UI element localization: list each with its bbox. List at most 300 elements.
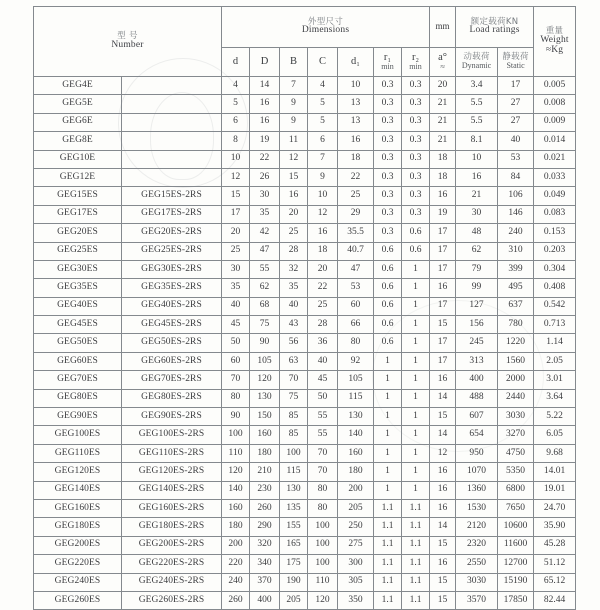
cell-value: 9.68 bbox=[534, 444, 576, 462]
table-row bbox=[34, 260, 576, 278]
cell-value: 15 bbox=[430, 573, 456, 591]
cell-value: 2.05 bbox=[534, 352, 576, 370]
cell-value: 25 bbox=[280, 224, 308, 242]
cell-model: GEG70ES-2RS bbox=[122, 371, 222, 389]
table-row bbox=[34, 389, 576, 407]
cell-value: 0.3 bbox=[402, 113, 430, 131]
cell-model: GEG200ES bbox=[34, 536, 122, 554]
cell-model: GEG60ES bbox=[34, 352, 122, 370]
cell-value: 399 bbox=[498, 260, 534, 278]
cell-value: 60 bbox=[338, 297, 374, 315]
cell-value: 0.3 bbox=[374, 224, 402, 242]
cell-value: 14 bbox=[430, 518, 456, 536]
cell-value: 13 bbox=[338, 113, 374, 131]
cell-value: 1 bbox=[402, 316, 430, 334]
cell-value: 0.6 bbox=[374, 297, 402, 315]
cell-value: 75 bbox=[280, 389, 308, 407]
cell-model: GEG200ES-2RS bbox=[122, 536, 222, 554]
cell-value: 5 bbox=[222, 95, 250, 113]
cell-model: GEG17ES-2RS bbox=[122, 205, 222, 223]
cell-value: 115 bbox=[338, 389, 374, 407]
cell-value: 175 bbox=[280, 555, 308, 573]
cell-model: GEG12E bbox=[34, 168, 122, 186]
specification-sheet bbox=[33, 6, 569, 610]
cell-value: 85 bbox=[280, 426, 308, 444]
cell-value: 1 bbox=[374, 426, 402, 444]
cell-value: 1360 bbox=[456, 481, 498, 499]
cell-value: 70 bbox=[222, 371, 250, 389]
cell-value: 0.3 bbox=[374, 168, 402, 186]
cell-model: GEG50ES-2RS bbox=[122, 334, 222, 352]
cell-value: 19 bbox=[250, 132, 280, 150]
cell-value: 1 bbox=[374, 352, 402, 370]
cell-model: GEG120ES-2RS bbox=[122, 463, 222, 481]
cell-value: 25 bbox=[222, 242, 250, 260]
cell-value: 17 bbox=[430, 224, 456, 242]
cell-value: 82.44 bbox=[534, 591, 576, 609]
cell-model: GEG25ES-2RS bbox=[122, 242, 222, 260]
cell-value: 32 bbox=[280, 260, 308, 278]
cell-value: 0.6 bbox=[374, 334, 402, 352]
cell-model: GEG80ES-2RS bbox=[122, 389, 222, 407]
cell-value: 60 bbox=[222, 352, 250, 370]
cell-value: 0.3 bbox=[374, 205, 402, 223]
cell-model: GEG220ES bbox=[34, 555, 122, 573]
cell-value: 16 bbox=[430, 279, 456, 297]
cell-value: 1070 bbox=[456, 463, 498, 481]
cell-value: 7650 bbox=[498, 499, 534, 517]
cell-model bbox=[122, 168, 222, 186]
cell-value: 65.12 bbox=[534, 573, 576, 591]
cell-value: 127 bbox=[456, 297, 498, 315]
cell-value: 488 bbox=[456, 389, 498, 407]
cell-value: 0.005 bbox=[534, 77, 576, 95]
cell-model: GEG4E bbox=[34, 77, 122, 95]
cell-value: 180 bbox=[222, 518, 250, 536]
cell-value: 22 bbox=[338, 168, 374, 186]
cell-value: 290 bbox=[250, 518, 280, 536]
cell-value: 84 bbox=[498, 168, 534, 186]
cell-value: 1.1 bbox=[374, 573, 402, 591]
cell-value: 17 bbox=[430, 352, 456, 370]
cell-value: 0.6 bbox=[402, 242, 430, 260]
cell-value: 3.4 bbox=[456, 77, 498, 95]
cell-value: 300 bbox=[338, 555, 374, 573]
cell-value: 1 bbox=[402, 371, 430, 389]
cell-value: 12 bbox=[222, 168, 250, 186]
cell-value: 22 bbox=[308, 279, 338, 297]
cell-value: 2320 bbox=[456, 536, 498, 554]
cell-model: GEG220ES-2RS bbox=[122, 555, 222, 573]
cell-model: GEG5E bbox=[34, 95, 122, 113]
cell-value: 14 bbox=[430, 389, 456, 407]
cell-value: 0.6 bbox=[374, 279, 402, 297]
table-row bbox=[34, 334, 576, 352]
header-weight-group bbox=[534, 7, 576, 77]
cell-model: GEG90ES bbox=[34, 408, 122, 426]
cell-value: 140 bbox=[338, 426, 374, 444]
cell-value: 1 bbox=[374, 371, 402, 389]
cell-value: 106 bbox=[498, 187, 534, 205]
cell-value: 313 bbox=[456, 352, 498, 370]
cell-value: 5.5 bbox=[456, 113, 498, 131]
cell-value: 3030 bbox=[456, 573, 498, 591]
cell-value: 17 bbox=[222, 205, 250, 223]
cell-value: 21 bbox=[456, 187, 498, 205]
cell-value: 62 bbox=[456, 242, 498, 260]
table-row bbox=[34, 518, 576, 536]
table-row bbox=[34, 426, 576, 444]
cell-value: 1 bbox=[374, 463, 402, 481]
cell-model bbox=[122, 113, 222, 131]
cell-model: GEG260ES bbox=[34, 591, 122, 609]
cell-model: GEG80ES bbox=[34, 389, 122, 407]
cell-model: GEG240ES-2RS bbox=[122, 573, 222, 591]
cell-value: 146 bbox=[498, 205, 534, 223]
cell-value: 35.5 bbox=[338, 224, 374, 242]
cell-value: 42 bbox=[250, 224, 280, 242]
cell-value: 0.153 bbox=[534, 224, 576, 242]
cell-value: 0.6 bbox=[374, 260, 402, 278]
cell-value: 240 bbox=[222, 573, 250, 591]
header-dimensions-en: Dimensions bbox=[301, 25, 350, 36]
cell-value: 14 bbox=[430, 426, 456, 444]
cell-value: 155 bbox=[280, 518, 308, 536]
cell-value: 51.12 bbox=[534, 555, 576, 573]
cell-model: GEG260ES-2RS bbox=[122, 591, 222, 609]
cell-model: GEG60ES-2RS bbox=[122, 352, 222, 370]
cell-value: 310 bbox=[498, 242, 534, 260]
cell-model: GEG160ES-2RS bbox=[122, 499, 222, 517]
cell-value: 50 bbox=[308, 389, 338, 407]
cell-value: 35 bbox=[280, 279, 308, 297]
cell-value: 79 bbox=[456, 260, 498, 278]
cell-value: 370 bbox=[250, 573, 280, 591]
cell-value: 1.1 bbox=[374, 536, 402, 554]
cell-value: 25 bbox=[308, 297, 338, 315]
cell-value: 0.3 bbox=[402, 132, 430, 150]
cell-model: GEG30ES bbox=[34, 260, 122, 278]
cell-model: GEG180ES bbox=[34, 518, 122, 536]
table-row bbox=[34, 205, 576, 223]
cell-value: 3.64 bbox=[534, 389, 576, 407]
cell-value: 160 bbox=[222, 499, 250, 517]
cell-value: 16 bbox=[430, 463, 456, 481]
cell-value: 2550 bbox=[456, 555, 498, 573]
cell-value: 0.542 bbox=[534, 297, 576, 315]
cell-value: 63 bbox=[280, 352, 308, 370]
cell-value: 6 bbox=[222, 113, 250, 131]
cell-value: 260 bbox=[250, 499, 280, 517]
cell-value: 1 bbox=[402, 260, 430, 278]
cell-value: 20 bbox=[222, 224, 250, 242]
cell-value: 1.1 bbox=[374, 518, 402, 536]
cell-value: 5 bbox=[308, 95, 338, 113]
cell-value: 70 bbox=[308, 463, 338, 481]
cell-value: 36 bbox=[308, 334, 338, 352]
table-row bbox=[34, 555, 576, 573]
cell-value: 53 bbox=[338, 279, 374, 297]
cell-value: 607 bbox=[456, 408, 498, 426]
header-dimensions-group bbox=[222, 7, 430, 48]
cell-value: 0.014 bbox=[534, 132, 576, 150]
cell-value: 0.713 bbox=[534, 316, 576, 334]
table-row bbox=[34, 242, 576, 260]
cell-value: 47 bbox=[250, 242, 280, 260]
cell-model: GEG45ES bbox=[34, 316, 122, 334]
cell-value: 50 bbox=[222, 334, 250, 352]
cell-value: 135 bbox=[280, 499, 308, 517]
cell-value: 16 bbox=[280, 187, 308, 205]
cell-value: 1 bbox=[374, 408, 402, 426]
cell-value: 75 bbox=[250, 316, 280, 334]
cell-value: 6800 bbox=[498, 481, 534, 499]
cell-value: 15 bbox=[280, 168, 308, 186]
cell-value: 275 bbox=[338, 536, 374, 554]
header-col-dynamic: 动载荷 Dynamic bbox=[456, 48, 498, 77]
cell-value: 0.3 bbox=[374, 77, 402, 95]
cell-value: 10600 bbox=[498, 518, 534, 536]
header-col-static: 静载荷 Static bbox=[498, 48, 534, 77]
cell-value: 47 bbox=[338, 260, 374, 278]
cell-value: 350 bbox=[338, 591, 374, 609]
cell-value: 1.1 bbox=[402, 591, 430, 609]
cell-value: 40 bbox=[222, 297, 250, 315]
header-dimensions-unit: mm bbox=[430, 7, 456, 48]
cell-value: 7 bbox=[280, 77, 308, 95]
cell-model: GEG20ES-2RS bbox=[122, 224, 222, 242]
table-row bbox=[34, 95, 576, 113]
header-number-group bbox=[34, 7, 222, 77]
cell-value: 80 bbox=[222, 389, 250, 407]
cell-value: 55 bbox=[250, 260, 280, 278]
cell-value: 1.14 bbox=[534, 334, 576, 352]
header-col-r1min: r₁ min bbox=[374, 48, 402, 77]
cell-value: 17 bbox=[430, 297, 456, 315]
header-col-alpha: a° ≈ bbox=[430, 48, 456, 77]
cell-model: GEG6E bbox=[34, 113, 122, 131]
cell-value: 230 bbox=[250, 481, 280, 499]
cell-value: 16 bbox=[430, 555, 456, 573]
header-col-C: C bbox=[308, 48, 338, 77]
cell-value: 80 bbox=[338, 334, 374, 352]
cell-value: 245 bbox=[456, 334, 498, 352]
cell-value: 4 bbox=[308, 77, 338, 95]
cell-value: 150 bbox=[250, 408, 280, 426]
cell-value: 0.3 bbox=[402, 187, 430, 205]
cell-value: 1.1 bbox=[402, 555, 430, 573]
header-load-en: Load ratings bbox=[469, 25, 520, 36]
table-header bbox=[34, 7, 576, 77]
cell-value: 210 bbox=[250, 463, 280, 481]
cell-value: 28 bbox=[308, 316, 338, 334]
cell-value: 9 bbox=[280, 95, 308, 113]
cell-value: 250 bbox=[338, 518, 374, 536]
cell-value: 43 bbox=[280, 316, 308, 334]
cell-value: 48 bbox=[456, 224, 498, 242]
cell-value: 99 bbox=[456, 279, 498, 297]
cell-value: 66 bbox=[338, 316, 374, 334]
cell-value: 14 bbox=[250, 77, 280, 95]
cell-value: 0.3 bbox=[402, 77, 430, 95]
cell-model: GEG240ES bbox=[34, 573, 122, 591]
cell-value: 5.22 bbox=[534, 408, 576, 426]
cell-value: 21 bbox=[430, 113, 456, 131]
cell-value: 240 bbox=[498, 224, 534, 242]
cell-value: 1 bbox=[402, 352, 430, 370]
cell-value: 5350 bbox=[498, 463, 534, 481]
cell-value: 25 bbox=[338, 187, 374, 205]
cell-value: 5 bbox=[308, 113, 338, 131]
cell-value: 1.1 bbox=[402, 499, 430, 517]
cell-value: 16 bbox=[430, 499, 456, 517]
cell-model: GEG180ES-2RS bbox=[122, 518, 222, 536]
header-weight-cn: 重量 bbox=[545, 26, 564, 37]
cell-value: 2440 bbox=[498, 389, 534, 407]
cell-model: GEG30ES-2RS bbox=[122, 260, 222, 278]
cell-value: 400 bbox=[250, 591, 280, 609]
cell-value: 55 bbox=[308, 408, 338, 426]
cell-value: 15 bbox=[430, 408, 456, 426]
cell-value: 120 bbox=[222, 463, 250, 481]
cell-value: 35 bbox=[222, 279, 250, 297]
cell-value: 0.408 bbox=[534, 279, 576, 297]
table-row bbox=[34, 168, 576, 186]
cell-value: 13 bbox=[338, 95, 374, 113]
cell-value: 16 bbox=[250, 95, 280, 113]
cell-value: 0.6 bbox=[374, 316, 402, 334]
table-row bbox=[34, 224, 576, 242]
cell-value: 0.3 bbox=[402, 205, 430, 223]
cell-value: 100 bbox=[280, 444, 308, 462]
cell-value: 53 bbox=[498, 150, 534, 168]
cell-value: 21 bbox=[430, 95, 456, 113]
cell-model: GEG100ES-2RS bbox=[122, 426, 222, 444]
cell-value: 16 bbox=[308, 224, 338, 242]
cell-value: 100 bbox=[308, 536, 338, 554]
cell-value: 28 bbox=[280, 242, 308, 260]
table-row bbox=[34, 297, 576, 315]
cell-model: GEG40ES-2RS bbox=[122, 297, 222, 315]
cell-value: 110 bbox=[222, 444, 250, 462]
cell-model: GEG100ES bbox=[34, 426, 122, 444]
cell-model: GEG40ES bbox=[34, 297, 122, 315]
cell-value: 30 bbox=[456, 205, 498, 223]
cell-value: 20 bbox=[430, 77, 456, 95]
cell-value: 18 bbox=[308, 242, 338, 260]
cell-value: 40.7 bbox=[338, 242, 374, 260]
cell-model: GEG10E bbox=[34, 150, 122, 168]
cell-value: 3570 bbox=[456, 591, 498, 609]
cell-value: 120 bbox=[308, 591, 338, 609]
cell-value: 27 bbox=[498, 95, 534, 113]
cell-value: 2000 bbox=[498, 371, 534, 389]
cell-value: 0.009 bbox=[534, 113, 576, 131]
cell-value: 12 bbox=[308, 205, 338, 223]
table-row bbox=[34, 371, 576, 389]
cell-value: 1.1 bbox=[402, 573, 430, 591]
header-col-B: B bbox=[280, 48, 308, 77]
cell-value: 0.3 bbox=[374, 95, 402, 113]
cell-value: 200 bbox=[338, 481, 374, 499]
cell-value: 15 bbox=[430, 536, 456, 554]
cell-value: 40 bbox=[498, 132, 534, 150]
table-row bbox=[34, 113, 576, 131]
table-row bbox=[34, 591, 576, 609]
cell-value: 18 bbox=[430, 150, 456, 168]
cell-value: 12700 bbox=[498, 555, 534, 573]
cell-value: 0.3 bbox=[374, 113, 402, 131]
cell-value: 105 bbox=[338, 371, 374, 389]
cell-value: 105 bbox=[250, 352, 280, 370]
cell-value: 1220 bbox=[498, 334, 534, 352]
cell-value: 15 bbox=[430, 316, 456, 334]
cell-value: 130 bbox=[250, 389, 280, 407]
cell-value: 17 bbox=[430, 242, 456, 260]
cell-value: 3270 bbox=[498, 426, 534, 444]
cell-value: 35 bbox=[250, 205, 280, 223]
table-row bbox=[34, 316, 576, 334]
cell-model: GEG15ES bbox=[34, 187, 122, 205]
cell-value: 45 bbox=[222, 316, 250, 334]
cell-value: 0.3 bbox=[374, 132, 402, 150]
cell-model: GEG25ES bbox=[34, 242, 122, 260]
cell-value: 5.5 bbox=[456, 95, 498, 113]
cell-value: 16 bbox=[430, 187, 456, 205]
table-row bbox=[34, 132, 576, 150]
table-row bbox=[34, 279, 576, 297]
cell-value: 17850 bbox=[498, 591, 534, 609]
cell-value: 19.01 bbox=[534, 481, 576, 499]
cell-value: 10 bbox=[456, 150, 498, 168]
cell-value: 26 bbox=[250, 168, 280, 186]
cell-value: 1.1 bbox=[402, 536, 430, 554]
cell-value: 6 bbox=[308, 132, 338, 150]
cell-value: 100 bbox=[308, 555, 338, 573]
cell-model: GEG110ES bbox=[34, 444, 122, 462]
cell-value: 1530 bbox=[456, 499, 498, 517]
cell-value: 1 bbox=[402, 279, 430, 297]
cell-value: 8 bbox=[222, 132, 250, 150]
table-row bbox=[34, 408, 576, 426]
cell-value: 19 bbox=[430, 205, 456, 223]
cell-value: 4750 bbox=[498, 444, 534, 462]
header-number-en: Number bbox=[111, 39, 144, 50]
cell-value: 1.1 bbox=[374, 555, 402, 573]
cell-value: 0.3 bbox=[402, 150, 430, 168]
cell-value: 17 bbox=[430, 260, 456, 278]
cell-value: 12 bbox=[430, 444, 456, 462]
cell-value: 8.1 bbox=[456, 132, 498, 150]
cell-value: 2120 bbox=[456, 518, 498, 536]
cell-value: 6.05 bbox=[534, 426, 576, 444]
cell-value: 62 bbox=[250, 279, 280, 297]
cell-model: GEG50ES bbox=[34, 334, 122, 352]
cell-value: 9 bbox=[280, 113, 308, 131]
cell-value: 18 bbox=[430, 168, 456, 186]
cell-model: GEG90ES-2RS bbox=[122, 408, 222, 426]
cell-value: 115 bbox=[280, 463, 308, 481]
cell-value: 1 bbox=[402, 297, 430, 315]
cell-value: 180 bbox=[250, 444, 280, 462]
table-row bbox=[34, 573, 576, 591]
cell-value: 180 bbox=[338, 463, 374, 481]
cell-value: 16 bbox=[430, 371, 456, 389]
cell-value: 40 bbox=[308, 352, 338, 370]
cell-value: 90 bbox=[222, 408, 250, 426]
cell-value: 11 bbox=[280, 132, 308, 150]
header-col-D: D bbox=[250, 48, 280, 77]
